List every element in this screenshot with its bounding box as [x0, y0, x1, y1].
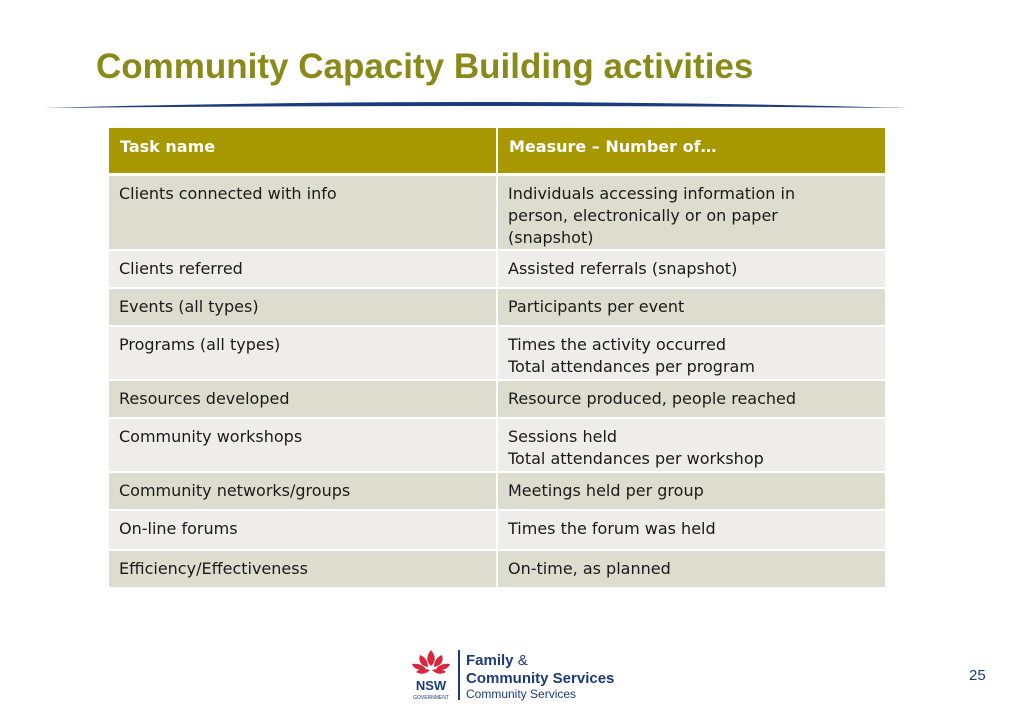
measure-line: Participants per event — [508, 297, 685, 316]
measure-cell — [497, 510, 885, 550]
measure-line: Total attendances per workshop — [508, 449, 764, 468]
table-header-row — [109, 128, 885, 174]
measure-cell — [497, 250, 885, 288]
measure-line: On-time, as planned — [508, 559, 671, 578]
government-wordmark: GOVERNMENT — [413, 695, 449, 701]
header-task-name: Task name — [109, 128, 497, 174]
logo-family-text: Family — [466, 652, 514, 669]
measure-line: Times the activity occurred — [508, 335, 727, 354]
task-cell: On-line forums — [109, 510, 497, 550]
measure-line: Assisted referrals (snapshot) — [508, 259, 738, 278]
task-cell: Community networks/groups — [109, 472, 497, 510]
task-cell: Clients referred — [109, 250, 497, 288]
measure-line: person, electronically or on paper — [508, 205, 778, 225]
task-cell: Clients connected with info — [109, 174, 497, 250]
measure-line: (snapshot) — [508, 227, 594, 247]
table-row — [109, 550, 885, 588]
task-cell: Programs (all types) — [109, 326, 497, 380]
logo-family-line — [466, 652, 528, 669]
table-row — [109, 174, 885, 250]
measure-line: Times the forum was held — [508, 519, 716, 538]
logo-community-services-sub: Community Services — [466, 687, 577, 701]
task-cell: Resources developed — [109, 380, 497, 418]
slide-title: Community Capacity Building activities — [96, 47, 754, 86]
measure-cell — [497, 550, 885, 588]
table-row — [109, 472, 885, 510]
measure-line: Meetings held per group — [508, 481, 704, 500]
measure-line: Total attendances per program — [508, 357, 755, 376]
measure-cell — [497, 472, 885, 510]
measure-cell — [497, 326, 885, 380]
task-cell: Community workshops — [109, 418, 497, 472]
header-measure: Measure – Number of… — [497, 128, 885, 174]
table-row — [109, 510, 885, 550]
measure-cell — [497, 418, 885, 472]
measure-cell — [497, 380, 885, 418]
measure-line: Resource produced, people reached — [508, 389, 797, 408]
nsw-family-community-services-logo — [408, 648, 638, 704]
nsw-waratah-logo-icon — [408, 648, 454, 704]
activities-table — [109, 128, 885, 589]
table-row — [109, 380, 885, 418]
task-cell: Events (all types) — [109, 288, 497, 326]
logo-community-services-bold: Community Services — [466, 670, 615, 687]
table-row — [109, 250, 885, 288]
measure-line: Sessions held — [508, 427, 618, 446]
table-row — [109, 288, 885, 326]
logo-ampersand: & — [517, 652, 528, 669]
table-row — [109, 418, 885, 472]
logo-divider — [458, 650, 460, 700]
task-cell: Efficiency/Effectiveness — [109, 550, 497, 588]
table-row — [109, 326, 885, 380]
measure-cell — [497, 174, 885, 250]
measure-line: Individuals accessing information in — [508, 183, 796, 203]
measure-cell — [497, 288, 885, 326]
title-divider — [40, 98, 910, 118]
page-number: 25 — [969, 667, 986, 684]
nsw-wordmark: NSW — [415, 678, 447, 693]
